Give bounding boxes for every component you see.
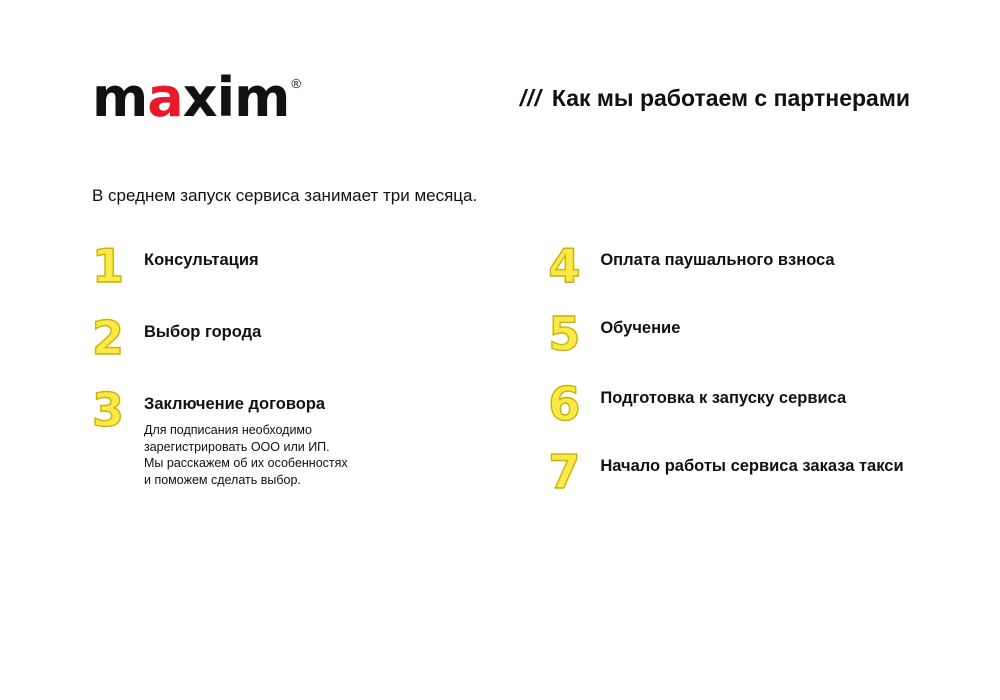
slide-header — [92, 68, 910, 128]
step-number: 7 — [548, 445, 581, 499]
page-title — [520, 85, 910, 112]
step-title: Начало работы сервиса заказа такси — [600, 457, 904, 475]
step-number: 2 — [92, 311, 125, 365]
steps-column-right — [484, 239, 922, 516]
logo-part-1: m — [92, 66, 148, 129]
logo-part-2: xim — [182, 66, 290, 129]
step-body — [600, 450, 903, 477]
list-item — [548, 307, 922, 361]
step-body — [144, 244, 259, 271]
list-item — [92, 239, 484, 293]
steps-container — [92, 239, 922, 516]
step-description-line: зарегистрировать ООО или ИП. — [144, 439, 330, 454]
step-title: Выбор города — [144, 323, 262, 341]
step-body — [144, 316, 261, 343]
registered-trademark-icon: ® — [291, 76, 301, 91]
step-body — [600, 244, 834, 271]
step-description-line: Мы расскажем об их особенностях — [144, 456, 348, 470]
list-item — [92, 383, 484, 488]
list-item — [548, 377, 922, 431]
step-title: Подготовка к запуску сервиса — [600, 389, 847, 407]
page-title-text: Как мы работаем с партнерами — [551, 84, 910, 111]
step-title: Оплата паушального взноса — [600, 251, 835, 269]
step-number: 1 — [92, 239, 125, 293]
logo-accent-letter: a — [147, 66, 183, 129]
intro-text: В среднем запуск сервиса занимает три месяца. — [92, 186, 478, 205]
step-description-line: и поможем сделать выбор. — [144, 472, 301, 487]
slashes-decoration-icon: /// — [519, 84, 542, 111]
step-body — [600, 312, 680, 339]
step-title: Заключение договора — [144, 395, 326, 413]
step-title: Консультация — [144, 251, 259, 269]
logo-wordmark — [92, 66, 290, 129]
step-description-line: Для подписания необходимо — [144, 423, 312, 437]
step-number: 6 — [548, 377, 581, 431]
list-item — [548, 239, 922, 293]
step-number: 4 — [548, 239, 581, 293]
maxim-logo — [92, 66, 301, 129]
steps-column-left — [92, 239, 484, 516]
list-item — [548, 445, 922, 499]
step-number: 5 — [548, 307, 581, 361]
step-description — [144, 422, 348, 488]
step-number: 3 — [92, 383, 125, 437]
step-body — [600, 382, 846, 409]
step-title: Обучение — [600, 319, 681, 337]
list-item — [92, 311, 484, 365]
step-body — [144, 388, 348, 488]
